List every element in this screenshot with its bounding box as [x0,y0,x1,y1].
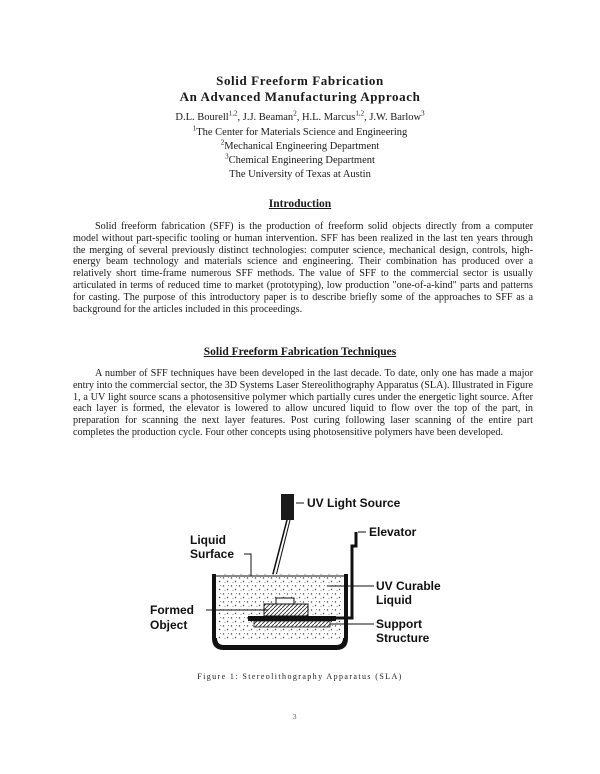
affiliation-text: The Center for Materials Science and Engineering [196,127,408,138]
author-name: H.L. Marcus [301,112,356,123]
affiliation-text: The University of Texas at Austin [229,169,371,180]
formed-object [264,604,308,616]
paper-title: Solid Freeform Fabrication [216,73,384,88]
techniques-paragraph: A number of SFF techniques have been developed in the last decade. To date, only one has made a major entry into the commercial sector, the 3D Systems Laser Stereolithography Apparatus (SLA). Illustrated in Figure 1, a UV light source scans a photosensitive polymer which partially cures under the energetic light source. After each layer is formed, the elevator is lowered to allow uncured liquid to flow over the top of the part, in preparation for scanning the next layer features. Post curing following laser scanning of the entire part completes the production cycle. Four other concepts using photosensitive polymers have been developed. [73,368,533,438]
leader-line [244,554,251,576]
label-formed: Formed [150,603,195,617]
label-liquid-2: Liquid [376,593,412,607]
author-affiliation-mark: 1,2 [228,109,238,118]
support-structure [254,621,330,627]
label-uv-curable: UV Curable [376,579,441,593]
section-heading-introduction: Introduction [268,198,332,210]
label-object: Object [150,618,188,632]
label-elevator: Elevator [369,525,417,539]
label-uv-light-source: UV Light Source [307,496,401,510]
introduction-paragraph: Solid freeform fabrication (SFF) is the production of freeform solid objects directly from a computer model without part-specific tooling or human intervention. SFF has been realized in the last ten years through the merging of several previously distinct technologies: computer science, mechanical design, controls, high-energy beam technology and materials science and engineering. Their combination has produced over a relatively short time-frame numerous SFF methods. The value of SFF to the commercial sector is usually articulated in terms of reduced time to market (prototyping), low production "one-of-a-kind" parts and patterns for casting. The purpose of this introductory paper is to describe briefly some of the approaches to SFF as a background for the articles included in this proceedings. [73,221,533,315]
label-liquid: Liquid [190,533,226,547]
affiliation-line [0,154,600,168]
label-surface: Surface [190,547,235,561]
formed-object-inner [276,598,294,604]
sla-diagram [150,488,470,663]
uv-light-source-box [281,494,294,520]
author-list: D.L. Bourell$^{1,2}$, J.J. Beaman$^2$, H.L. Marcus$^{1,2}$, J.W. Barlow$^3$ [175,109,425,123]
page-number: 3 [293,713,297,721]
elevator-platform [248,616,336,621]
author-affiliation-mark: 1,2 [355,109,365,118]
affiliation-line [0,126,600,140]
figure-caption: Figure 1: Stereolithography Apparatus (SLA) [197,672,403,681]
paper-subtitle: An Advanced Manufacturing Approach [179,89,421,104]
affiliation-line [0,168,600,182]
label-support: Support [376,617,422,631]
affiliation-mark: 1 [192,124,197,133]
affiliation-text: Mechanical Engineering Department [224,141,380,152]
author-name: D.L. Bourell [175,112,229,123]
author-name: J.J. Beaman [242,112,294,123]
affiliation-text: Chemical Engineering Department [228,155,375,166]
author-affiliation-mark: 3 [421,109,425,118]
affiliation-line [0,140,600,154]
section-heading-techniques: Solid Freeform Fabrication Techniques [203,346,397,358]
author-affiliation-mark: 2 [293,109,297,118]
affiliation-mark: 3 [225,152,229,161]
label-structure: Structure [376,631,430,645]
author-name: J.W. Barlow [369,112,422,123]
affiliation-mark: 2 [220,138,225,147]
